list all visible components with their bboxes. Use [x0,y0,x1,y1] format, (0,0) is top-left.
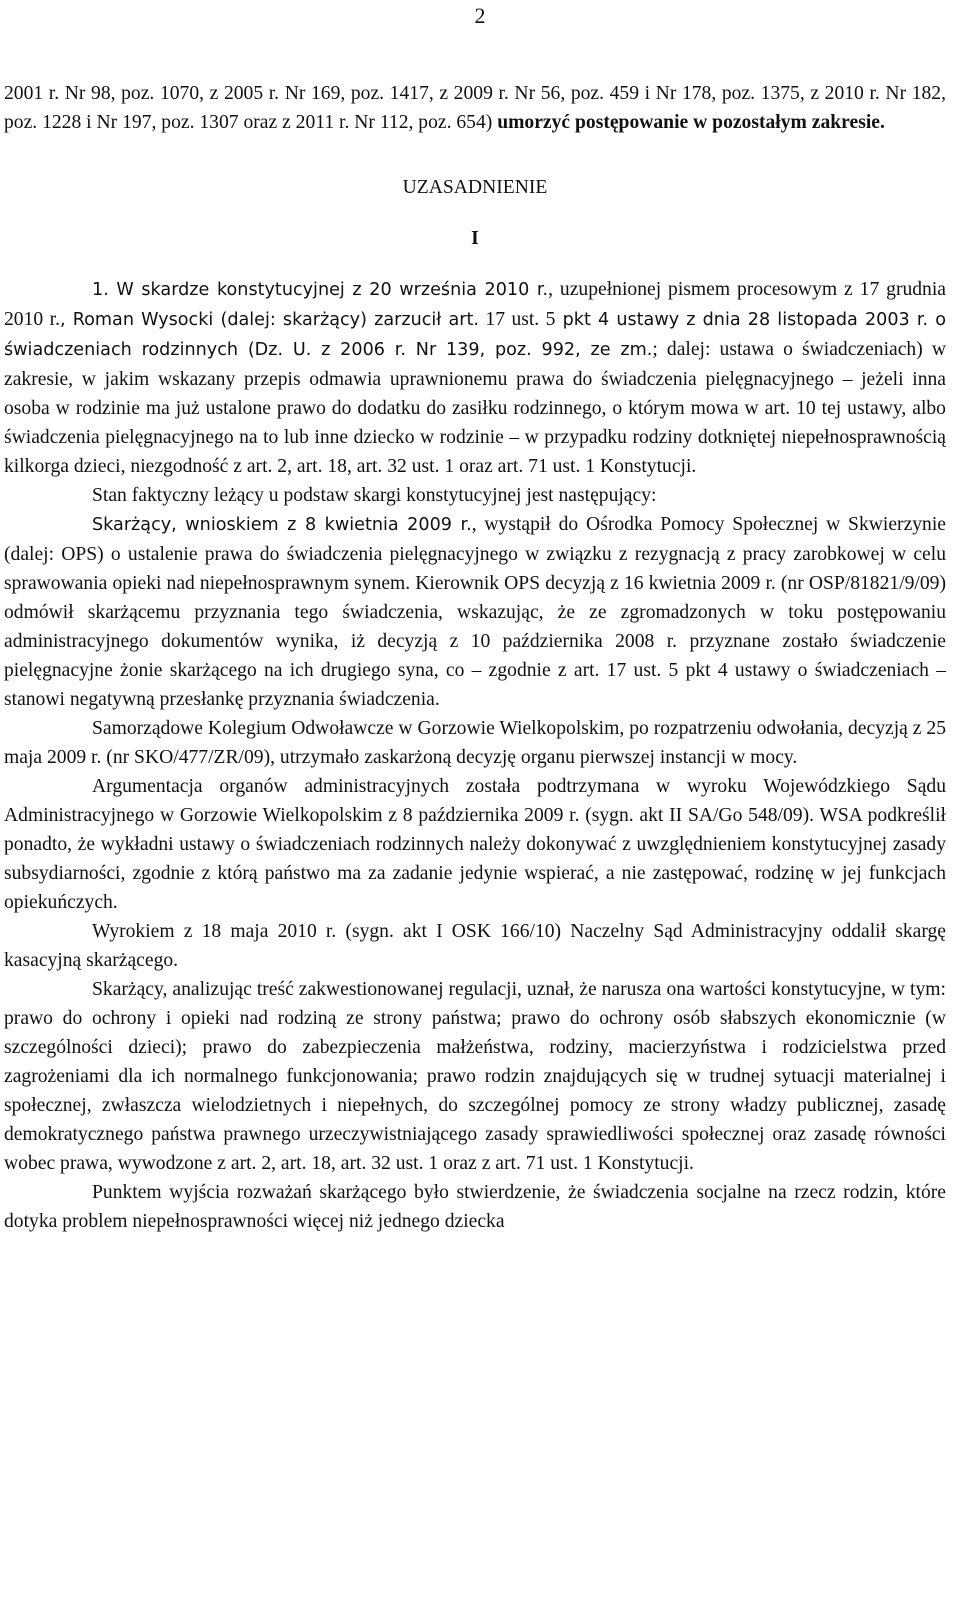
p1-text-g: 10 tej ustawy, albo świadczenia pielęgnacyjnego na to lub inne dziecko w rodzinie – w przypadku rodziny dotkniętej niepełnosprawnością kilkorga dzieci, niezgodność z art. 2, art. 18, art. 32 ust. 1 oraz art. 71 ust. 1 Konstytucji. [4,398,946,477]
document-body [4,79,946,1236]
paragraph-4: Samorządowe Kolegium Odwoławcze w Gorzowie Wielkopolskim, po rozpatrzeniu odwołania, decyzją z 25 maja 2009 r. (nr SKO/477/ZR/09), utrzymało zaskarżoną decyzję organu pierwszej instancji w mocy. [4,718,946,768]
p1-text-d: 17 ust. 5 [478,309,556,330]
paragraph-6: Wyrokiem z 18 maja 2010 r. (sygn. akt I OSK 166/10) Naczelny Sąd Administracyjny oddalił skargę kasacyjną skarżącego. [4,921,946,971]
p1-text-c: , Roman Wysocki (dalej: skarżący) zarzucił art. [59,310,479,330]
intro-paragraph [4,79,946,137]
p3-text-a: Skarżący, wnioskiem z 8 kwietnia 2009 r. [92,515,472,535]
paragraph-7: Skarżący, analizując treść zakwestionowanej regulacji, uznał, że narusza ona wartości konstytucyjne, w tym: prawo do ochrony i opieki nad rodziną ze strony państwa; prawo do ochrony osób słabszych ekonomicznie (w szczególności dzieci); prawo do zabezpieczenia małżeństwa, rodziny, macierzyństwa i rodzicielstwa przed zagrożeniami dla ich normalnego funkcjonowania; prawo rodzin znajdujących się w trudnej sytuacji materialnej i społecznej, zwłaszcza wielodzietnych i niepełnych, do szczególnej pomocy ze strony władzy publicznej, zasadę demokratycznego państwa prawnego urzeczywistniającego zasady sprawiedliwości społecznej oraz zasadę równości wobec prawa, wywodzone z art. 2, art. 18, art. 32 ust. 1 oraz z art. 71 ust. 1 Konstytucji. [4,979,946,1174]
p1-text-f: ; dalej: ustawa o świadczeniach) w zakresie, w jakim wskazany przepis odmawia uprawnionemu prawa do świadczenia pielęgnacyjnego – jeżeli inna osoba w rodzinie ma już ustalone prawo do dodatku do zasiłku rodzinnego, o którym mowa w art. [4,339,947,419]
p3-text-b: , wystąpił do Ośrodka Pomocy Społecznej w Skwierzynie (dalej: OPS) o ustalenie prawa do świadczenia pielęgnacyjnego w związku z rezygnacją z pracy zarobkowej w celu sprawowania opieki nad niepełnosprawnym synem. Kierownik OPS decyzją z 16 kwietnia 2009 r. (nr OSP/81821/9/09) odmówił skarżącemu przyznania tego świadczenia, wskazując, że ze zgromadzonych w toku postępowaniu administracyjnego dokumentów wynika, iż decyzją z 10 października 2008 r. przyznane zostało świadczenie pielęgnacyjne żonie skarżącego na ich drugiego syna, co – zgodnie z art. 17 ust. 5 pkt 4 ustawy o świadczeniach – stanowi negatywną przesłankę przyznania świadczenia. [4,514,946,710]
paragraph-8: Punktem wyjścia rozważań skarżącego było stwierdzenie, że świadczenia socjalne na rzecz rodzin, które dotyka problem niepełnosprawności więcej niż jednego dziecka [4,1182,946,1232]
p1-text-b: , uzupełnionej pismem procesowym z 17 grudnia 2010 r. [4,279,946,330]
page-number: 2 [474,3,486,28]
p1-text-e: pkt 4 ustawy z dnia 28 listopada 2003 r. o świadczeniach rodzinnych (Dz. U. z 2006 r. Nr 139, poz. 992, ze zm. [4,310,946,360]
paragraph-2: Stan faktyczny leżący u podstaw skargi konstytucyjnej jest następujący: [92,485,657,506]
paragraph-1 [4,275,946,481]
p1-text-a: 1. W skardze konstytucyjnej z 20 września 2010 r. [92,280,549,300]
intro-conclusion: umorzyć postępowanie w pozostałym zakresie. [497,112,885,133]
heading-uzasadnienie: UZASADNIENIE [402,177,548,198]
paragraph-3 [4,510,946,714]
intro-text: 2001 r. Nr 98, poz. 1070, z 2005 r. Nr 169, poz. 1417, z 2009 r. Nr 56, poz. 459 i Nr 178, poz. 1375, z 2010 r. Nr 182, poz. 1228 i Nr 197, poz. 1307 oraz z 2011 r. Nr 112, poz. 654) [4,83,946,133]
paragraph-5: Argumentacja organów administracyjnych została podtrzymana w wyroku Wojewódzkiego Sądu Administracyjnego w Gorzowie Wielkopolskim z 8 października 2009 r. (sygn. akt II SA/Go 548/09). WSA podkreślił ponadto, że wykładni ustawy o świadczeniach rodzinnych należy dokonywać z uwzględnieniem konstytucyjnej zasady subsydiarności, zgodnie z którą państwo ma za zadanie jedynie wspierać, a nie zastępować, rodzinę w jej funkcjach opiekuńczych. [4,776,946,913]
heading-section-roman: I [471,228,479,249]
